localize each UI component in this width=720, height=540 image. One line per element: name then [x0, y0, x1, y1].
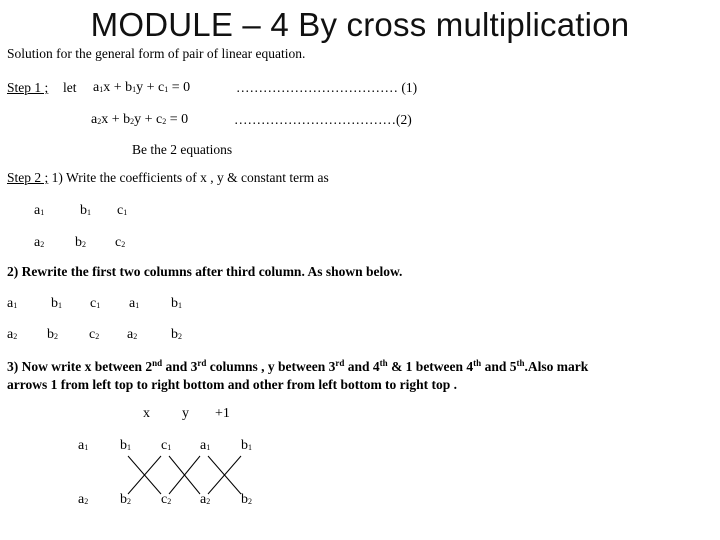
eq2-c-sub: 2: [162, 117, 167, 126]
grid2-a2-repeat: a2: [127, 327, 138, 342]
eq2-y: y +: [134, 112, 157, 127]
equation-2-ref: ………………………………(2): [234, 112, 412, 127]
header-plus-one: +1: [215, 406, 230, 421]
grid2-b2-repeat: b2: [171, 327, 182, 342]
eq2-b: b: [123, 112, 131, 127]
eq2-c: c: [156, 112, 163, 127]
eq2-x: x +: [101, 112, 124, 127]
equation-1-ref: ……………………………… (1): [236, 80, 418, 95]
step2-text: 1) Write the coefficients of x , y & constant term as: [48, 170, 329, 185]
eq1-c: c: [158, 80, 165, 95]
step1-be-text: Be the 2 equations: [132, 142, 233, 157]
step1-label: Step 1 ;: [7, 80, 49, 95]
header-y: y: [182, 406, 189, 421]
step2-label: Step 2 ;: [7, 170, 49, 185]
cross-a2: a2: [78, 492, 89, 507]
grid2-b1: b1: [51, 296, 62, 311]
grid2-c1: c1: [90, 296, 101, 311]
eq1-b: b: [125, 80, 133, 95]
subtitle: Solution for the general form of pair of linear equation.: [7, 46, 306, 61]
item3-line1: 3) Now write x between 2nd and 3rd columns , y between 3rd and 4th & 1 between 4th and 5th.Also mark: [7, 358, 589, 374]
grid2-b2: b2: [47, 327, 58, 342]
grid2-a1: a1: [7, 296, 18, 311]
eq1-rhs: = 0: [168, 80, 191, 95]
grid1-b2: b2: [75, 235, 86, 250]
grid2-c2: c2: [89, 327, 100, 342]
eq1-a-sub: 1: [99, 85, 104, 94]
eq1-x: x +: [103, 80, 126, 95]
eq1-a: a: [93, 80, 100, 95]
eq2-b-sub: 2: [130, 117, 135, 126]
grid2-a1-repeat: a1: [129, 296, 140, 311]
page-title: MODULE – 4 By cross multiplication: [90, 6, 630, 43]
cross-c1: c1: [161, 438, 172, 453]
grid1-a2: a2: [34, 235, 45, 250]
grid1-c1: c1: [117, 203, 128, 218]
eq1-c-sub: 1: [164, 85, 169, 94]
cross-a2-repeat: a2: [200, 492, 211, 507]
cross-b1: b1: [120, 438, 131, 453]
eq2-a: a: [91, 112, 98, 127]
grid2-a2: a2: [7, 327, 18, 342]
cross-b2-repeat: b2: [241, 492, 252, 507]
cross-c2: c2: [161, 492, 172, 507]
item3-line2: arrows 1 from left top to right bottom and other from left bottom to right top .: [7, 377, 458, 392]
eq1-b-sub: 1: [132, 85, 137, 94]
cross-b2: b2: [120, 492, 131, 507]
grid1-c2: c2: [115, 235, 126, 250]
item2-text: 2) Rewrite the first two columns after third column. As shown below.: [7, 264, 403, 279]
cross-a1-repeat: a1: [200, 438, 211, 453]
grid1-b1: b1: [80, 203, 91, 218]
cross-a1: a1: [78, 438, 89, 453]
eq2-rhs: = 0: [166, 112, 189, 127]
step1-let: let: [63, 80, 77, 95]
eq1-y: y +: [136, 80, 159, 95]
eq2-a-sub: 2: [97, 117, 102, 126]
cross-b1-repeat: b1: [241, 438, 252, 453]
grid2-b1-repeat: b1: [171, 296, 182, 311]
header-x: x: [143, 406, 150, 421]
grid1-a1: a1: [34, 203, 45, 218]
